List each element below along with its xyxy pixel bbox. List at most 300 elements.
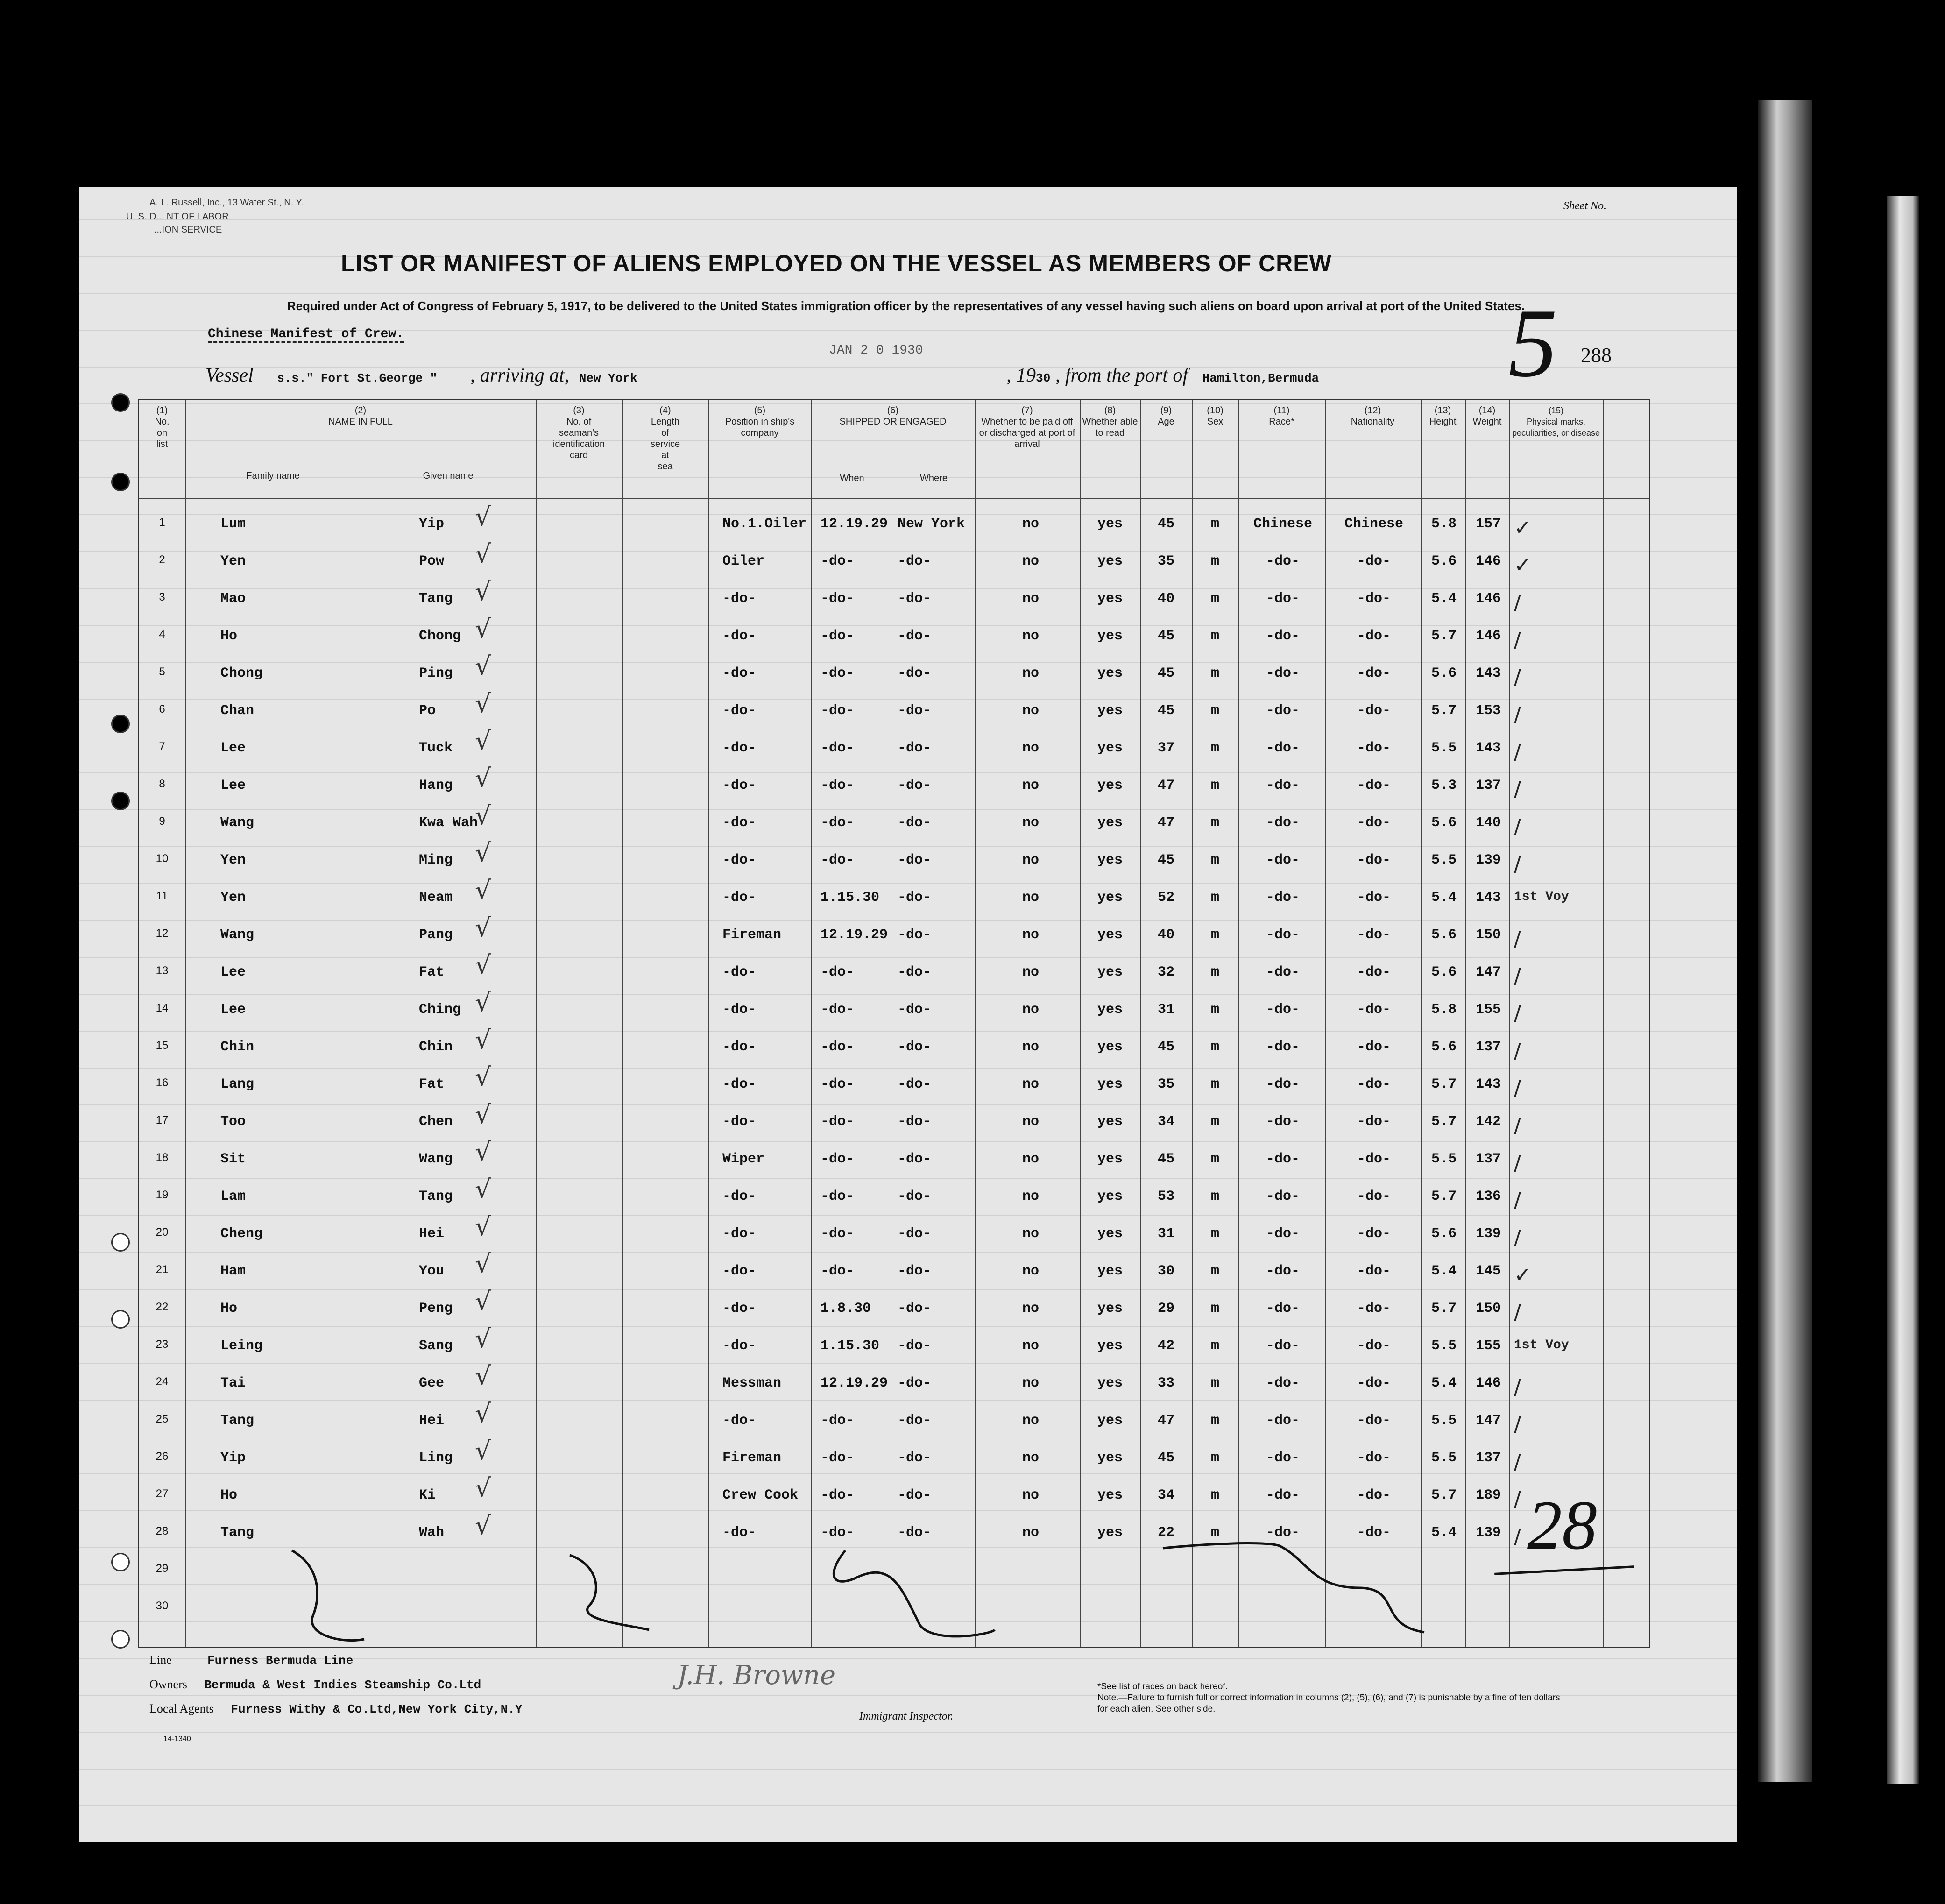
cell-given: Fat — [419, 1076, 445, 1092]
checkmark-icon: √ — [475, 1399, 491, 1428]
cell-height: 5.6 — [1431, 927, 1457, 943]
cell-when: -do- — [820, 1413, 855, 1429]
cell-when: -do- — [820, 1487, 855, 1503]
cell-family: Chin — [220, 1039, 255, 1055]
cell-n: 27 — [156, 1487, 169, 1500]
cell-n: 30 — [156, 1600, 169, 1612]
cell-weight: 139 — [1475, 1525, 1501, 1541]
cell-height: 5.4 — [1431, 591, 1457, 607]
col-head-id-card: (3) No. of seaman's identification card — [552, 405, 605, 460]
cell-age: 29 — [1157, 1301, 1174, 1317]
cell-read: yes — [1097, 1413, 1123, 1429]
cell-marks: / — [1514, 665, 1521, 689]
cell-age: 42 — [1157, 1338, 1174, 1354]
cell-height: 5.7 — [1431, 703, 1457, 719]
cell-sex: m — [1210, 890, 1219, 906]
cell-sex: m — [1210, 703, 1219, 719]
cell-given: Pang — [419, 927, 453, 943]
cell-where: -do- — [898, 1263, 932, 1279]
scan-edge-artifact-2 — [1887, 196, 1919, 1784]
cell-marks: / — [1514, 628, 1521, 652]
cell-when: -do- — [820, 1226, 855, 1242]
cell-position: Oiler — [722, 553, 765, 569]
col-head-given-name: Given name — [423, 471, 474, 481]
cell-race: -do- — [1266, 665, 1300, 681]
service-line: ...ION SERVICE — [154, 225, 222, 235]
cell-position: Fireman — [722, 927, 782, 943]
vessel-name: s.s." Fort St.George " — [277, 371, 438, 385]
cell-weight: 137 — [1475, 1450, 1501, 1466]
cell-race: -do- — [1266, 778, 1300, 793]
col-head-list-no: (1) No. on list — [155, 405, 170, 449]
cell-paid: no — [1022, 553, 1039, 569]
cell-given: Sang — [419, 1338, 453, 1354]
checkmark-icon: √ — [475, 689, 491, 718]
cell-race: -do- — [1266, 1114, 1300, 1130]
cell-age: 40 — [1157, 591, 1174, 607]
cell-n: 11 — [156, 890, 168, 902]
cell-paid: no — [1022, 1114, 1039, 1130]
cell-when: 12.19.29 — [820, 927, 888, 943]
cell-age: 35 — [1157, 1076, 1174, 1092]
cell-race: -do- — [1266, 1226, 1300, 1242]
cell-where: -do- — [898, 927, 932, 943]
cell-family: Chong — [220, 665, 263, 681]
cell-given: Tuck — [419, 740, 453, 756]
cell-position: -do- — [722, 778, 757, 793]
cell-read: yes — [1097, 1375, 1123, 1391]
checkmark-icon: √ — [475, 950, 491, 980]
cell-n: 2 — [159, 553, 165, 566]
page-title: LIST OR MANIFEST OF ALIENS EMPLOYED ON THE VESSEL AS MEMBERS OF CREW — [341, 250, 1332, 276]
cell-marks: / — [1514, 964, 1521, 988]
from-port: Hamilton,Bermuda — [1202, 371, 1319, 385]
cell-given: Hei — [419, 1413, 445, 1429]
footer-note — [1097, 1681, 1564, 1715]
year-prefix: , 19 — [1006, 365, 1036, 386]
checkmark-icon: √ — [475, 1249, 491, 1279]
cell-race: -do- — [1266, 1189, 1300, 1204]
cell-where: -do- — [898, 890, 932, 906]
cell-weight: 146 — [1475, 553, 1501, 569]
cell-age: 45 — [1157, 665, 1174, 681]
cell-given: Ping — [419, 665, 453, 681]
cell-n: 25 — [156, 1413, 169, 1425]
cell-age: 34 — [1157, 1487, 1174, 1503]
cell-height: 5.4 — [1431, 890, 1457, 906]
cell-paid: no — [1022, 1338, 1039, 1354]
cell-nationality: -do- — [1357, 1525, 1391, 1541]
sheet-no-label: Sheet No. — [1563, 200, 1606, 212]
cell-n: 12 — [156, 927, 169, 940]
cell-read: yes — [1097, 1263, 1123, 1279]
cell-family: Yip — [220, 1450, 246, 1466]
cell-when: -do- — [820, 703, 855, 719]
cell-read: yes — [1097, 1189, 1123, 1204]
cell-marks: / — [1514, 1189, 1521, 1212]
cell-sex: m — [1210, 778, 1219, 793]
cell-height: 5.6 — [1431, 1226, 1457, 1242]
cell-age: 40 — [1157, 927, 1174, 943]
checkmark-icon: √ — [475, 539, 491, 569]
cell-position: Wiper — [722, 1151, 765, 1167]
cell-nationality: -do- — [1357, 1487, 1391, 1503]
cell-position: -do- — [722, 703, 757, 719]
cell-read: yes — [1097, 1338, 1123, 1354]
cell-marks: / — [1514, 852, 1521, 876]
cell-given: Yip — [419, 516, 445, 532]
cell-weight: 140 — [1475, 815, 1501, 831]
cell-given: Ling — [419, 1450, 453, 1466]
cell-height: 5.4 — [1431, 1375, 1457, 1391]
cell-marks: / — [1514, 1450, 1521, 1474]
checkmark-icon: √ — [475, 1361, 491, 1391]
cell-when: 1.15.30 — [820, 890, 880, 906]
cell-position: -do- — [722, 1525, 757, 1541]
scan-edge-artifact — [1758, 100, 1812, 1782]
cell-marks: / — [1514, 591, 1521, 615]
cell-read: yes — [1097, 927, 1123, 943]
cell-nationality: -do- — [1357, 1002, 1391, 1018]
cell-position: -do- — [722, 1413, 757, 1429]
page-subtitle: Required under Act of Congress of February 5, 1917, to be delivered to the United States immigration officer by the representatives of any vessel having such aliens on board upon arrival at port of the United States. — [287, 299, 1525, 313]
cell-n: 4 — [159, 628, 165, 641]
cell-read: yes — [1097, 1301, 1123, 1317]
cell-weight: 137 — [1475, 1039, 1501, 1055]
cell-n: 29 — [156, 1562, 169, 1575]
cell-n: 10 — [156, 852, 169, 865]
cell-height: 5.5 — [1431, 740, 1457, 756]
cell-age: 53 — [1157, 1189, 1174, 1204]
cell-sex: m — [1210, 1450, 1219, 1466]
cell-when: -do- — [820, 1151, 855, 1167]
cell-family: Tang — [220, 1413, 255, 1429]
cell-read: yes — [1097, 553, 1123, 569]
cell-n: 6 — [159, 703, 165, 715]
cell-family: Mao — [220, 591, 246, 607]
cell-race: -do- — [1266, 1002, 1300, 1018]
cell-age: 33 — [1157, 1375, 1174, 1391]
cell-n: 1 — [159, 516, 165, 529]
cell-sex: m — [1210, 1226, 1219, 1242]
cell-weight: 143 — [1475, 740, 1501, 756]
cell-age: 34 — [1157, 1114, 1174, 1130]
cell-position: Messman — [722, 1375, 782, 1391]
cell-race: -do- — [1266, 1487, 1300, 1503]
cell-n: 5 — [159, 665, 165, 678]
cell-height: 5.6 — [1431, 1039, 1457, 1055]
cell-age: 31 — [1157, 1226, 1174, 1242]
cell-height: 5.7 — [1431, 1189, 1457, 1204]
footer-line — [149, 1653, 353, 1668]
checkmark-icon: √ — [475, 1511, 491, 1540]
cell-sex: m — [1210, 1039, 1219, 1055]
cell-paid: no — [1022, 628, 1039, 644]
cell-height: 5.7 — [1431, 1487, 1457, 1503]
vessel-label: Vessel — [205, 365, 254, 386]
cell-sex: m — [1210, 553, 1219, 569]
cell-paid: no — [1022, 516, 1039, 532]
cell-marks: / — [1514, 1002, 1521, 1026]
cell-given: Peng — [419, 1301, 453, 1317]
cell-race: -do- — [1266, 1151, 1300, 1167]
line-label: Line — [149, 1653, 172, 1667]
cell-age: 45 — [1157, 703, 1174, 719]
cell-family: Tai — [220, 1375, 246, 1391]
cell-paid: no — [1022, 1226, 1039, 1242]
cell-marks: ✓ — [1514, 516, 1531, 540]
cell-where: -do- — [898, 1039, 932, 1055]
cell-race: -do- — [1266, 890, 1300, 906]
cell-family: Lum — [220, 516, 246, 532]
cell-nationality: -do- — [1357, 1450, 1391, 1466]
cell-sex: m — [1210, 1263, 1219, 1279]
from-label: , from the port of — [1055, 365, 1188, 386]
owners-value: Bermuda & West Indies Steamship Co.Ltd — [204, 1678, 481, 1692]
checkmark-icon: √ — [475, 1324, 491, 1353]
cell-when: -do- — [820, 665, 855, 681]
cell-family: Tang — [220, 1525, 255, 1541]
cell-height: 5.5 — [1431, 1338, 1457, 1354]
cell-paid: no — [1022, 1375, 1039, 1391]
cell-when: -do- — [820, 740, 855, 756]
cell-read: yes — [1097, 628, 1123, 644]
cell-race: -do- — [1266, 1039, 1300, 1055]
cell-sex: m — [1210, 1076, 1219, 1092]
cell-marks: / — [1514, 927, 1521, 951]
cell-position: -do- — [722, 1338, 757, 1354]
cell-nationality: -do- — [1357, 815, 1391, 831]
cell-given: Pow — [419, 553, 445, 569]
col-head-service-length: (4) Length of service at sea — [650, 405, 680, 472]
inspector-label: Immigrant Inspector. — [859, 1710, 954, 1722]
checkmark-icon: √ — [475, 838, 491, 868]
cell-paid: no — [1022, 1301, 1039, 1317]
cell-height: 5.7 — [1431, 1301, 1457, 1317]
cell-nationality: -do- — [1357, 1151, 1391, 1167]
cell-family: Lee — [220, 778, 246, 793]
cell-marks: / — [1514, 740, 1521, 764]
cell-given: Tang — [419, 1189, 453, 1204]
cell-nationality: -do- — [1357, 1226, 1391, 1242]
cell-n: 23 — [156, 1338, 169, 1351]
cell-weight: 189 — [1475, 1487, 1501, 1503]
cell-position: Crew Cook — [722, 1487, 799, 1503]
col-head-family-name: Family name — [246, 471, 300, 481]
cell-nationality: -do- — [1357, 1338, 1391, 1354]
cell-read: yes — [1097, 1525, 1123, 1541]
cell-n: 21 — [156, 1263, 169, 1276]
cell-sex: m — [1210, 1151, 1219, 1167]
checkmark-icon: √ — [475, 876, 491, 905]
cell-paid: no — [1022, 591, 1039, 607]
cell-paid: no — [1022, 1450, 1039, 1466]
cell-read: yes — [1097, 1039, 1123, 1055]
cell-nationality: Chinese — [1344, 516, 1404, 532]
agents-value: Furness Withy & Co.Ltd,New York City,N.Y — [231, 1702, 523, 1716]
cell-race: -do- — [1266, 964, 1300, 980]
cell-where: -do- — [898, 964, 932, 980]
cell-read: yes — [1097, 1114, 1123, 1130]
cell-read: yes — [1097, 1450, 1123, 1466]
cell-where: -do- — [898, 1487, 932, 1503]
owners-label: Owners — [149, 1678, 187, 1691]
cell-n: 9 — [159, 815, 165, 828]
cell-weight: 146 — [1475, 1375, 1501, 1391]
sheet-number: 288 — [1581, 344, 1612, 367]
cell-height: 5.7 — [1431, 1114, 1457, 1130]
cell-age: 47 — [1157, 778, 1174, 793]
cell-marks: / — [1514, 1525, 1521, 1549]
cell-nationality: -do- — [1357, 1114, 1391, 1130]
cell-when: -do- — [820, 1039, 855, 1055]
cell-race: -do- — [1266, 852, 1300, 868]
cell-read: yes — [1097, 703, 1123, 719]
cell-n: 26 — [156, 1450, 169, 1463]
cell-position: -do- — [722, 964, 757, 980]
cell-weight: 153 — [1475, 703, 1501, 719]
cell-position: -do- — [722, 1039, 757, 1055]
manifest-page — [79, 187, 1737, 1842]
cell-height: 5.6 — [1431, 964, 1457, 980]
cell-height: 5.5 — [1431, 852, 1457, 868]
cell-nationality: -do- — [1357, 1375, 1391, 1391]
cell-where: -do- — [898, 1375, 932, 1391]
cell-nationality: -do- — [1357, 927, 1391, 943]
cell-sex: m — [1210, 1114, 1219, 1130]
cell-height: 5.6 — [1431, 553, 1457, 569]
cell-when: -do- — [820, 1263, 855, 1279]
cell-where: -do- — [898, 1525, 932, 1541]
cell-race: -do- — [1266, 1301, 1300, 1317]
cell-age: 45 — [1157, 1039, 1174, 1055]
footer-owners — [149, 1678, 481, 1692]
cell-family: Ho — [220, 628, 238, 644]
cell-given: Ching — [419, 1002, 461, 1018]
checkmark-icon: √ — [475, 502, 491, 531]
cell-weight: 146 — [1475, 591, 1501, 607]
cell-family: Lee — [220, 964, 246, 980]
cell-family: Leing — [220, 1338, 263, 1354]
cell-nationality: -do- — [1357, 553, 1391, 569]
cell-nationality: -do- — [1357, 628, 1391, 644]
col-head-height: (13) Height — [1429, 405, 1457, 427]
cell-read: yes — [1097, 1076, 1123, 1092]
cell-family: Ho — [220, 1301, 238, 1317]
cell-n: 13 — [156, 964, 169, 977]
cell-nationality: -do- — [1357, 852, 1391, 868]
cell-age: 35 — [1157, 553, 1174, 569]
cell-where: -do- — [898, 591, 932, 607]
cell-position: -do- — [722, 1301, 757, 1317]
cell-nationality: -do- — [1357, 964, 1391, 980]
penalty-note: Note.—Failure to furnish full or correct information in columns (2), (5), (6), and (7) is punishable by a fine of ten dollars for each alien. See other side. — [1097, 1693, 1560, 1714]
cell-age: 45 — [1157, 852, 1174, 868]
col-head-name: (2) NAME IN FULL — [328, 405, 393, 427]
cell-n: 17 — [156, 1114, 169, 1126]
cell-nationality: -do- — [1357, 890, 1391, 906]
cell-where: -do- — [898, 628, 932, 644]
cell-marks: / — [1514, 1375, 1521, 1399]
cell-weight: 139 — [1475, 852, 1501, 868]
cell-paid: no — [1022, 852, 1039, 868]
cell-age: 45 — [1157, 1450, 1174, 1466]
cell-sex: m — [1210, 665, 1219, 681]
cell-read: yes — [1097, 665, 1123, 681]
col-head-sex: (10) Sex — [1207, 405, 1224, 427]
arriving-label: , arriving at, — [470, 365, 570, 386]
cell-age: 32 — [1157, 964, 1174, 980]
cell-n: 18 — [156, 1151, 169, 1164]
footer-agents — [149, 1702, 523, 1716]
checkmark-icon: √ — [475, 1137, 491, 1167]
cell-position: -do- — [722, 1114, 757, 1130]
cell-family: Yen — [220, 553, 246, 569]
cell-sex: m — [1210, 1189, 1219, 1204]
cell-nationality: -do- — [1357, 1076, 1391, 1092]
cell-race: -do- — [1266, 740, 1300, 756]
cell-given: Neam — [419, 890, 453, 906]
cell-race: -do- — [1266, 815, 1300, 831]
cell-sex: m — [1210, 1338, 1219, 1354]
cell-sex: m — [1210, 1002, 1219, 1018]
cell-when: -do- — [820, 778, 855, 793]
cell-n: 14 — [156, 1002, 169, 1014]
cell-paid: no — [1022, 927, 1039, 943]
cell-nationality: -do- — [1357, 703, 1391, 719]
cell-marks: 1st Voy — [1514, 1338, 1569, 1352]
crew-total-handwritten: 28 — [1527, 1486, 1597, 1564]
cell-given: Kwa Wah — [419, 815, 478, 831]
cell-read: yes — [1097, 516, 1123, 532]
cell-weight: 147 — [1475, 964, 1501, 980]
cell-position: -do- — [722, 890, 757, 906]
checkmark-icon: √ — [475, 913, 491, 942]
cell-age: 31 — [1157, 1002, 1174, 1018]
cell-height: 5.7 — [1431, 1076, 1457, 1092]
cell-nationality: -do- — [1357, 1039, 1391, 1055]
cell-paid: no — [1022, 1487, 1039, 1503]
inspector-signature: J.H. Browne — [677, 1660, 836, 1691]
cell-where: -do- — [898, 1413, 932, 1429]
cell-n: 22 — [156, 1301, 169, 1313]
checkmark-icon: √ — [475, 1100, 491, 1129]
cell-when: 12.19.29 — [820, 1375, 888, 1391]
cell-age: 45 — [1157, 1151, 1174, 1167]
cell-n: 15 — [156, 1039, 169, 1052]
cell-given: Wang — [419, 1151, 453, 1167]
cell-marks: / — [1514, 778, 1521, 801]
cell-given: Ki — [419, 1487, 436, 1503]
cell-n: 20 — [156, 1226, 169, 1239]
cell-race: -do- — [1266, 1076, 1300, 1092]
cell-when: -do- — [820, 1450, 855, 1466]
cell-when: -do- — [820, 1189, 855, 1204]
cell-age: 45 — [1157, 516, 1174, 532]
cell-position: Fireman — [722, 1450, 782, 1466]
checkmark-icon: √ — [475, 1175, 491, 1204]
cell-weight: 143 — [1475, 665, 1501, 681]
cell-where: -do- — [898, 1450, 932, 1466]
cell-nationality: -do- — [1357, 1301, 1391, 1317]
cell-sex: m — [1210, 1413, 1219, 1429]
col-head-shipped: (6) SHIPPED OR ENGAGED — [839, 405, 947, 427]
cell-family: Wang — [220, 815, 255, 831]
cell-position: -do- — [722, 1189, 757, 1204]
cell-paid: no — [1022, 1002, 1039, 1018]
line-value: Furness Bermuda Line — [207, 1654, 354, 1668]
cell-marks: / — [1514, 703, 1521, 727]
